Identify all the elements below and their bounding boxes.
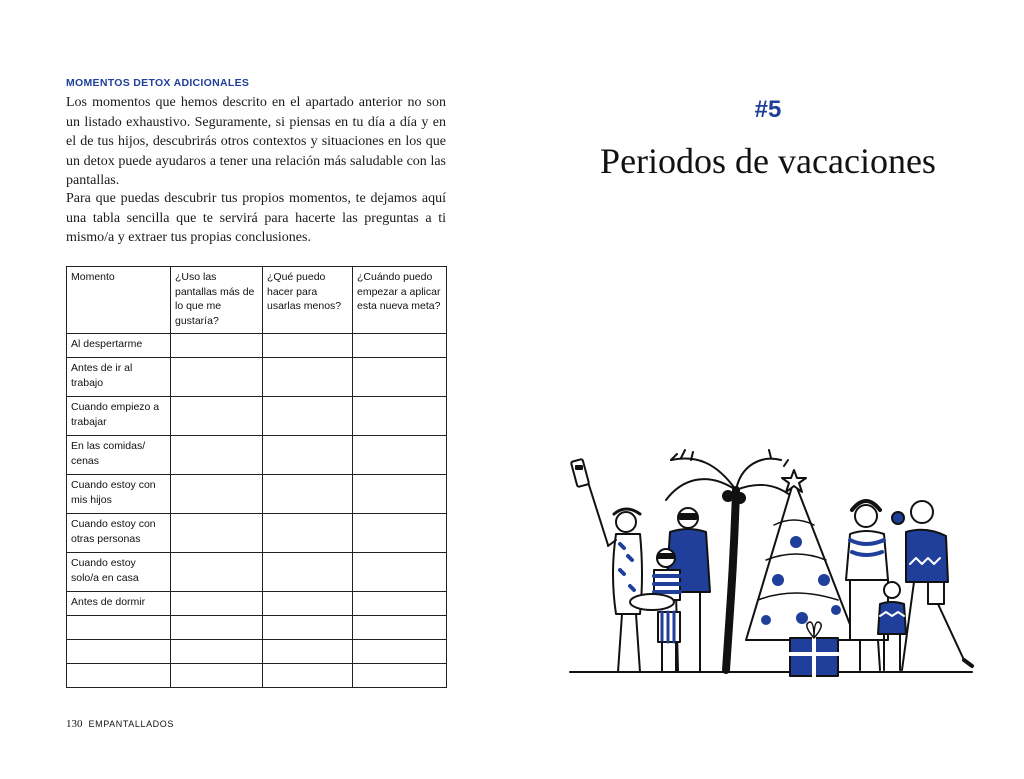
table-cell-empty [263,616,353,640]
table-cell-empty [353,664,447,688]
table-header-cell: Momento [67,267,171,334]
table-cell-empty [263,397,353,436]
selfie-stick-icon [571,459,608,545]
table-row [67,358,447,397]
page-number: 130 [66,718,83,730]
table-cell-empty [263,475,353,514]
table-row [67,616,447,640]
detox-moments-table [66,266,447,688]
table-header-cell: ¿Qué puedo hacer para usarlas menos? [263,267,353,334]
table-cell-empty [353,553,447,592]
table-cell-empty [171,553,263,592]
chapter-title: Periodos de vacaciones [600,141,936,181]
table-cell-empty [263,514,353,553]
table-cell-moment: Al despertarme [67,334,171,358]
table-row [67,397,447,436]
table-cell-empty [353,436,447,475]
table-cell-empty [171,664,263,688]
man-holding-ornament-icon [892,501,972,670]
paragraph-intro: Los momentos que hemos descrito en el apartado anterior no son un listado exhaustivo. Seguramente, si piensas en tu día a día y en el de tus hijos, descubrirás otros contextos y situaciones en los que un detox puede ayudaros a tener una relación más saludable con las pantallas. [66,95,446,188]
table-cell-moment: Cuando empiezo a trabajar [67,397,171,436]
table-cell-moment: Antes de ir al trabajo [67,358,171,397]
table-cell-empty [171,436,263,475]
table-cell-empty [171,616,263,640]
table-header-cell: ¿Uso las pantallas más de lo que me gustaría? [171,267,263,334]
table-cell-moment: Cuando estoy con mis hijos [67,475,171,514]
table-row [67,592,447,616]
table-cell-empty [171,475,263,514]
table-cell-moment [67,664,171,688]
table-cell-empty [353,397,447,436]
table-cell-moment: Cuando estoy solo/a en casa [67,553,171,592]
table-cell-moment: Cuando estoy con otras personas [67,514,171,553]
table-cell-moment: Antes de dormir [67,592,171,616]
table-cell-empty [171,358,263,397]
chapter-number: #5 [754,96,782,123]
table-row [67,514,447,553]
table-cell-empty [263,640,353,664]
table-cell-empty [263,358,353,397]
table-cell-empty [263,334,353,358]
section-heading: MOMENTOS DETOX ADICIONALES [66,77,250,89]
table-row [67,475,447,514]
table-row [67,553,447,592]
table-cell-moment [67,616,171,640]
table-cell-empty [353,592,447,616]
woman-sweater-icon [846,501,888,670]
table-cell-empty [171,640,263,664]
table-cell-empty [171,592,263,616]
table-cell-empty [353,514,447,553]
table-cell-empty [353,358,447,397]
table-cell-empty [263,436,353,475]
table-cell-empty [353,616,447,640]
holiday-illustration [566,440,976,685]
table-cell-empty [353,640,447,664]
table-cell-moment: En las comidas/ cenas [67,436,171,475]
table-header-row [67,267,447,334]
right-page [512,0,1024,779]
table-row [67,436,447,475]
table-cell-empty [263,553,353,592]
table-cell-empty [171,514,263,553]
running-head: EMPANTALLADOS [88,719,174,729]
table-header-cell: ¿Cuándo puedo empezar a aplicar esta nueva meta? [353,267,447,334]
person-selfie-icon [608,509,642,672]
table-cell-moment [67,640,171,664]
christmas-tree-icon [746,470,856,640]
table-row [67,640,447,664]
page-footer [66,718,174,730]
paragraph-table-intro: Para que puedas descubrir tus propios momentos, te dejamos aquí una tabla sencilla que te servirá para hacerte las preguntas a ti mismo/a y extraer tus propias conclusiones. [66,191,446,245]
table-cell-empty [353,475,447,514]
table-row [67,334,447,358]
table-cell-empty [171,397,263,436]
table-cell-empty [263,664,353,688]
table-cell-empty [353,334,447,358]
table-cell-empty [171,334,263,358]
table-cell-empty [263,592,353,616]
table-row [67,664,447,688]
